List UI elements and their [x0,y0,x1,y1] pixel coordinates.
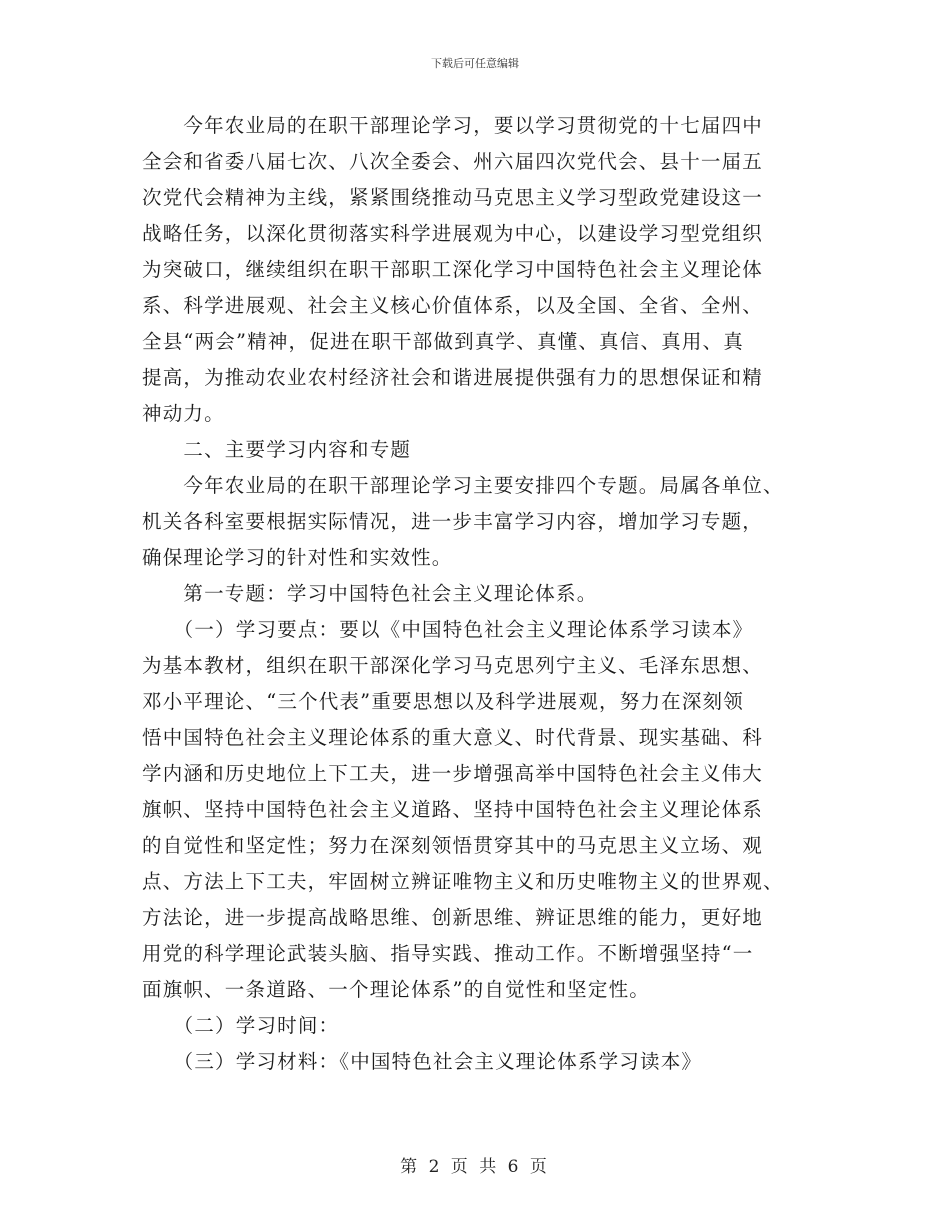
paragraph-study-materials: （三）学习材料：《中国特色社会主义理论体系学习读本》 [142,1050,703,1073]
paragraph-study-time: （二）学习时间： [142,1014,340,1037]
paragraph-topics-overview: 今年农业局的在职干部理论学习主要安排四个专题。局属各单位、 机关各科室要根据实际情况，进一步丰富学习内容，增加学习专题， 确保理论学习的针对性和实效性。 [142,474,784,569]
page-number-footer: 第 2 页 共 6 页 [400,1157,550,1177]
section-heading-2: 二、主要学习内容和专题 [142,438,412,461]
paragraph-study-points: （一）学习要点：要以《中国特色社会主义理论体系学习读本》 为基本教材，组织在职干部深化学习马克思列宁主义、毛泽东思想、 邓小平理论、“三个代表”重要思想以及科学进展观，努力在深刻领 悟中国特色社会主义理论体系的重大意义、时代背景、现实基础、科 学内涵和历史地位上下工夫，进一步增强高举中国特色社会主义伟大 旗帜、坚持中国特色社会主义道路、坚持中国特色社会主义理论体系 的自觉性和坚定性；努力在深刻领悟贯穿其中的马克思主义立场、观 点、方法上下工夫，牢固树立辨证唯物主义和历史唯物主义的世界观、 方法论，进一步提高战略思维、创新思维、辨证思维的能力，更好地 用党的科学理论武装头脑、指导实践、推动工作。不断增强坚持“一 面旗帜、一条道路、一个理论体系”的自觉性和坚定性。 [142,618,784,1001]
page-header: 下载后可任意编辑 [431,57,519,70]
topic-one-heading: 第一专题：学习中国特色社会主义理论体系。 [142,582,598,605]
paragraph-intro: 今年农业局的在职干部理论学习，要以学习贯彻党的十七届四中 全会和省委八届七次、八次全委会、州六届四次党代会、县十一届五 次党代会精神为主线，紧紧围绕推动马克思主义学习型政党建设这一 战略任务，以深化贯彻落实科学进展观为中心，以建设学习型党组织 为突破口，继续组织在职干部职工深化学习中国特色社会主义理论体 系、科学进展观、社会主义核心价值体系，以及全国、全省、全州、 全县“两会”精神，促进在职干部做到真学、真懂、真信、真用、真 提高，为推动农业农村经济社会和谐进展提供强有力的思想保证和精 神动力。 [142,114,764,425]
document-body [142,108,822,1080]
